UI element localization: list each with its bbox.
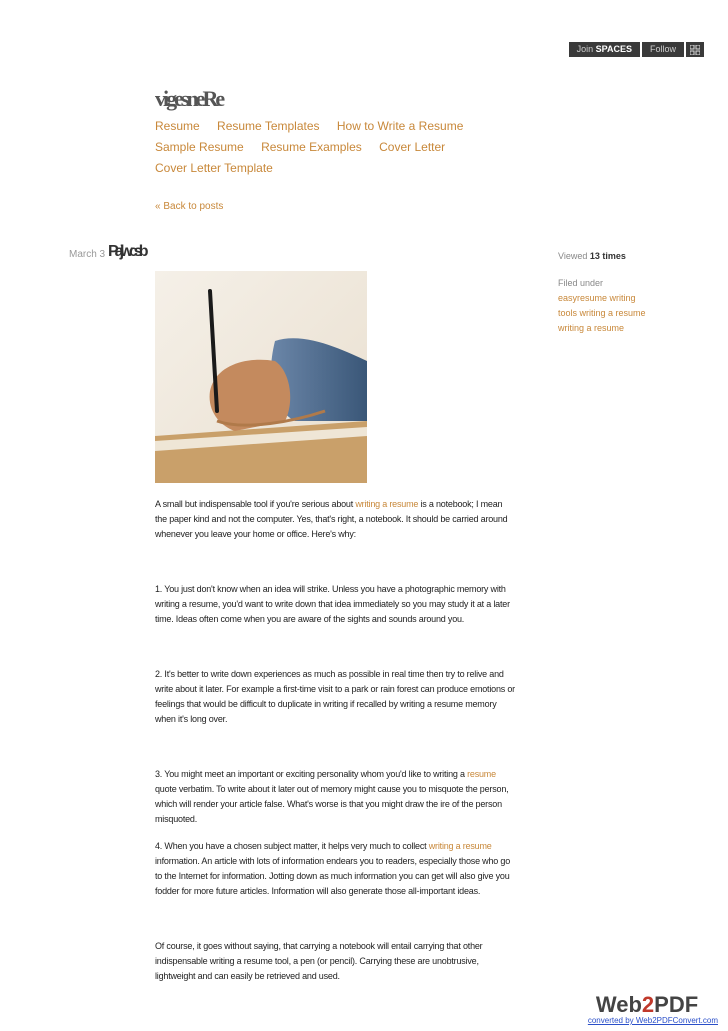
- post-date: March 3: [69, 249, 106, 260]
- paragraph: [155, 667, 515, 727]
- converted-by-link[interactable]: converted by Web2PDFConvert.com: [587, 1016, 718, 1025]
- paragraph: [155, 767, 515, 827]
- post-title: Pajlwcsb: [108, 243, 145, 260]
- viewed-count: 13 times: [589, 251, 626, 261]
- nav-link-sample-resume[interactable]: Sample Resume: [155, 140, 244, 154]
- join-spaces-button[interactable]: [569, 42, 640, 57]
- nav-link-resume-templates[interactable]: Resume Templates: [217, 119, 320, 133]
- paragraph-text: 1. You just don't know when an idea will strike. Unless you have a photographic memory with writing a resume, you'd want to write down that idea immediately so you may study it at a later time. Ideas often come when you are aware of the sights and sounds around you.: [155, 584, 510, 624]
- back-to-posts-link[interactable]: « Back to posts: [155, 201, 224, 212]
- tag-link[interactable]: easyresume writing: [558, 293, 636, 303]
- writing-a-resume-link[interactable]: writing a resume: [428, 841, 492, 851]
- writing-a-resume-link[interactable]: writing a resume: [355, 499, 419, 509]
- nav-link-how-to-write[interactable]: How to Write a Resume: [336, 119, 464, 133]
- paragraph-text: Of course, it goes without saying, that carrying a notebook will entail carrying that other indispensable writing a resume tool, a pen (or pencil). Carrying these are unobtrusive, lightweight and can easily be retrieved and used.: [155, 941, 483, 981]
- web2pdf-badge[interactable]: [568, 992, 718, 1025]
- paragraph-text: 3. You might meet an important or exciting personality whom you'd like to writing a: [155, 769, 468, 779]
- paragraph-text: A small but indispensable tool if you're serious about: [155, 499, 356, 509]
- paragraph-text: 2. It's better to write down experiences as much as possible in real time then try to relive and write about it later. For example a first-time visit to a park or rain forest can produce emotions or feelings that would be difficult to duplicate in writing if recalled by writing a resume memory when it's long over.: [155, 669, 515, 724]
- spaces-label: SPACES: [595, 44, 632, 54]
- logo-part: 2: [641, 992, 655, 1017]
- paragraph-text: information. An article with lots of information endears you to readers, especially those who go to the Internet for information. Jotting down as much information you can get will also give you fodder for more future articles. Information will also generate those all-important ideas.: [155, 856, 510, 896]
- follow-button[interactable]: Follow: [642, 42, 684, 57]
- nav-link-cover-letter-template[interactable]: Cover Letter Template: [155, 161, 273, 175]
- site-title[interactable]: vigesneRe: [155, 86, 223, 111]
- viewed-label: Viewed: [558, 251, 588, 261]
- nav-link-cover-letter[interactable]: Cover Letter: [379, 140, 446, 154]
- main-nav: [155, 116, 515, 179]
- post-sidebar: [558, 249, 658, 336]
- resume-link[interactable]: resume: [467, 769, 496, 779]
- paragraph: [155, 497, 515, 542]
- tag-link[interactable]: tools writing a resume: [558, 308, 646, 318]
- grid-icon[interactable]: [686, 42, 704, 57]
- view-count: [558, 249, 658, 264]
- post-image-hand-writing: [155, 271, 367, 483]
- nav-link-resume[interactable]: Resume: [155, 119, 200, 133]
- paragraph: [155, 582, 515, 627]
- paragraph-text: is a notebook; I mean the paper kind and not the computer. Yes, that's right, a notebook. It should be carried around whenever you leave your home or office. Here's why:: [155, 499, 508, 539]
- paragraph: [155, 839, 515, 899]
- nav-link-resume-examples[interactable]: Resume Examples: [261, 140, 362, 154]
- join-label: Join: [576, 44, 594, 54]
- paragraph-text: quote verbatim. To write about it later out of memory might cause you to misquote the person, which will render your article false. What's worse is that you might draw the ire of the person misquoted.: [155, 784, 509, 824]
- paragraph-text: 4. When you have a chosen subject matter, it helps very much to collect: [155, 841, 429, 851]
- post-content: [155, 497, 515, 984]
- tag-link[interactable]: writing a resume: [558, 323, 625, 333]
- logo-part: PDF: [654, 992, 699, 1017]
- spaces-topbar: [569, 42, 704, 57]
- paragraph: [155, 939, 515, 984]
- web2pdf-logo: [568, 992, 718, 1018]
- filed-under-label: Filed under: [558, 278, 604, 288]
- logo-part: Web: [595, 992, 642, 1017]
